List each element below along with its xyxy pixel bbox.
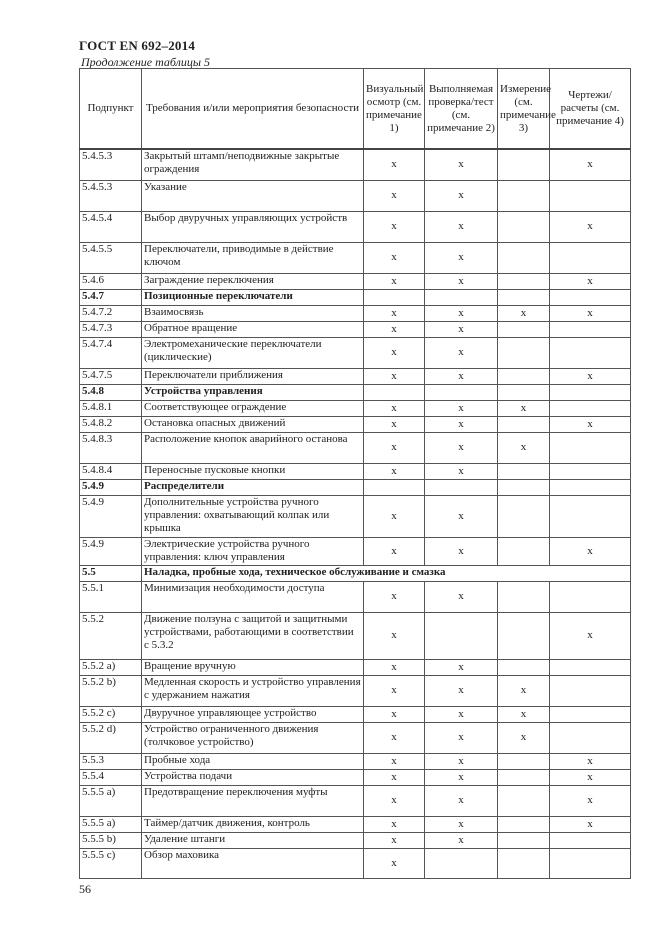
measurement-cell <box>498 211 550 242</box>
functional-test-cell: x <box>425 832 498 848</box>
requirement-cell: Устройства управления <box>142 384 364 400</box>
functional-test-cell: x <box>425 675 498 706</box>
subclause-cell: 5.5.5 b) <box>80 832 142 848</box>
functional-test-cell: x <box>425 785 498 816</box>
subclause-cell: 5.5.2 d) <box>80 722 142 753</box>
functional-test-cell: x <box>425 400 498 416</box>
measurement-cell <box>498 463 550 479</box>
section-row <box>80 479 631 495</box>
drawings-calculations-cell: x <box>550 305 631 321</box>
measurement-cell <box>498 321 550 337</box>
subclause-cell: 5.5.5 c) <box>80 848 142 878</box>
measurement-cell <box>498 848 550 878</box>
table-row <box>80 305 631 321</box>
subclause-cell: 5.4.9 <box>80 479 142 495</box>
functional-test-cell: x <box>425 416 498 432</box>
drawings-calculations-cell <box>550 384 631 400</box>
table-row <box>80 785 631 816</box>
requirement-cell: Закрытый штамп/неподвижные закрытые ограждения <box>142 149 364 180</box>
subclause-cell: 5.4.7.3 <box>80 321 142 337</box>
requirement-cell: Наладка, пробные хода, техническое обслуживание и смазка <box>142 565 631 581</box>
table-row <box>80 848 631 878</box>
table-row <box>80 816 631 832</box>
requirement-cell: Дополнительные устройства ручного управления: охватывающий колпак или крышка <box>142 495 364 537</box>
visual-inspection-cell <box>364 384 425 400</box>
requirement-cell: Взаимосвязь <box>142 305 364 321</box>
visual-inspection-cell: x <box>364 785 425 816</box>
requirement-cell: Позиционные переключатели <box>142 289 364 305</box>
functional-test-cell <box>425 384 498 400</box>
drawings-calculations-cell <box>550 659 631 675</box>
visual-inspection-cell: x <box>364 537 425 565</box>
functional-test-cell: x <box>425 495 498 537</box>
table-header-row <box>80 69 631 150</box>
drawings-calculations-cell <box>550 321 631 337</box>
subclause-cell: 5.5.2 a) <box>80 659 142 675</box>
subclause-cell: 5.5.2 c) <box>80 706 142 722</box>
measurement-cell: x <box>498 400 550 416</box>
table-row <box>80 537 631 565</box>
drawings-calculations-cell: x <box>550 273 631 289</box>
requirement-cell: Расположение кнопок аварийного останова <box>142 432 364 463</box>
subclause-cell: 5.4.5.4 <box>80 211 142 242</box>
drawings-calculations-cell <box>550 832 631 848</box>
col-header-functional-test: Выполняемая проверка/тест (см. примечание 2) <box>425 69 498 150</box>
table-row <box>80 769 631 785</box>
table-row <box>80 416 631 432</box>
subclause-cell: 5.5.2 b) <box>80 675 142 706</box>
table-row <box>80 180 631 211</box>
functional-test-cell: x <box>425 706 498 722</box>
functional-test-cell: x <box>425 368 498 384</box>
visual-inspection-cell: x <box>364 432 425 463</box>
requirement-cell: Движение ползуна с защитой и защитными устройствами, работающими в соответствии с 5.3.2 <box>142 612 364 659</box>
drawings-calculations-cell: x <box>550 612 631 659</box>
document-title: ГОСТ EN 692–2014 <box>79 38 196 53</box>
drawings-calculations-cell: x <box>550 769 631 785</box>
table-row <box>80 463 631 479</box>
requirement-cell: Соответствующее ограждение <box>142 400 364 416</box>
functional-test-cell: x <box>425 537 498 565</box>
subclause-cell: 5.4.8.4 <box>80 463 142 479</box>
table-row <box>80 832 631 848</box>
requirement-cell: Остановка опасных движений <box>142 416 364 432</box>
functional-test-cell: x <box>425 753 498 769</box>
visual-inspection-cell: x <box>364 832 425 848</box>
functional-test-cell: x <box>425 321 498 337</box>
measurement-cell <box>498 495 550 537</box>
col-header-measurement: Измерение (см. примечание 3) <box>498 69 550 150</box>
measurement-cell <box>498 537 550 565</box>
table-row <box>80 659 631 675</box>
requirement-cell: Двуручное управляющее устройство <box>142 706 364 722</box>
measurement-cell: x <box>498 722 550 753</box>
requirement-cell: Электромеханические переключатели (циклические) <box>142 337 364 368</box>
drawings-calculations-cell: x <box>550 785 631 816</box>
measurement-cell <box>498 753 550 769</box>
drawings-calculations-cell <box>550 675 631 706</box>
requirement-cell: Переключатели приближения <box>142 368 364 384</box>
drawings-calculations-cell <box>550 400 631 416</box>
drawings-calculations-cell <box>550 479 631 495</box>
drawings-calculations-cell <box>550 495 631 537</box>
visual-inspection-cell: x <box>364 848 425 878</box>
requirement-cell: Обратное вращение <box>142 321 364 337</box>
visual-inspection-cell: x <box>364 769 425 785</box>
functional-test-cell: x <box>425 180 498 211</box>
requirement-cell: Переключатели, приводимые в действие ключом <box>142 242 364 273</box>
measurement-cell <box>498 368 550 384</box>
subclause-cell: 5.4.7 <box>80 289 142 305</box>
drawings-calculations-cell <box>550 463 631 479</box>
drawings-calculations-cell <box>550 432 631 463</box>
requirement-cell: Обзор маховика <box>142 848 364 878</box>
visual-inspection-cell: x <box>364 242 425 273</box>
visual-inspection-cell: x <box>364 675 425 706</box>
subclause-cell: 5.4.5.3 <box>80 149 142 180</box>
table-row <box>80 337 631 368</box>
table-row <box>80 211 631 242</box>
subclause-cell: 5.5.5 a) <box>80 785 142 816</box>
measurement-cell <box>498 581 550 612</box>
functional-test-cell: x <box>425 149 498 180</box>
subclause-cell: 5.4.8.3 <box>80 432 142 463</box>
measurement-cell: x <box>498 675 550 706</box>
requirement-cell: Удаление штанги <box>142 832 364 848</box>
drawings-calculations-cell: x <box>550 537 631 565</box>
measurement-cell <box>498 289 550 305</box>
measurement-cell: x <box>498 305 550 321</box>
requirement-cell: Предотвращение переключения муфты <box>142 785 364 816</box>
subclause-cell: 5.5.3 <box>80 753 142 769</box>
visual-inspection-cell: x <box>364 816 425 832</box>
table-row <box>80 273 631 289</box>
page-number: 56 <box>79 882 91 896</box>
measurement-cell: x <box>498 432 550 463</box>
drawings-calculations-cell <box>550 706 631 722</box>
functional-test-cell: x <box>425 816 498 832</box>
functional-test-cell: x <box>425 659 498 675</box>
requirement-cell: Выбор двуручных управляющих устройств <box>142 211 364 242</box>
drawings-calculations-cell: x <box>550 416 631 432</box>
drawings-calculations-cell: x <box>550 149 631 180</box>
functional-test-cell: x <box>425 769 498 785</box>
requirement-cell: Электрические устройства ручного управления: ключ управления <box>142 537 364 565</box>
table-row <box>80 706 631 722</box>
col-header-visual-inspection: Визуальный осмотр (см. примечание 1) <box>364 69 425 150</box>
subclause-cell: 5.4.9 <box>80 495 142 537</box>
functional-test-cell: x <box>425 337 498 368</box>
visual-inspection-cell: x <box>364 659 425 675</box>
table-row <box>80 675 631 706</box>
subclause-cell: 5.4.7.4 <box>80 337 142 368</box>
visual-inspection-cell: x <box>364 211 425 242</box>
visual-inspection-cell: x <box>364 337 425 368</box>
drawings-calculations-cell: x <box>550 368 631 384</box>
measurement-cell: x <box>498 706 550 722</box>
subclause-cell: 5.4.5.5 <box>80 242 142 273</box>
visual-inspection-cell: x <box>364 706 425 722</box>
table-row <box>80 432 631 463</box>
col-header-requirements: Требования и/или мероприятия безопасности <box>142 69 364 150</box>
visual-inspection-cell: x <box>364 463 425 479</box>
measurement-cell <box>498 273 550 289</box>
subclause-cell: 5.4.8.2 <box>80 416 142 432</box>
table-row <box>80 722 631 753</box>
requirement-cell: Устройства подачи <box>142 769 364 785</box>
measurement-cell <box>498 384 550 400</box>
functional-test-cell: x <box>425 463 498 479</box>
visual-inspection-cell: x <box>364 722 425 753</box>
requirement-cell: Указание <box>142 180 364 211</box>
table-row <box>80 242 631 273</box>
table-row <box>80 753 631 769</box>
subclause-cell: 5.4.8.1 <box>80 400 142 416</box>
table-body <box>80 149 631 878</box>
visual-inspection-cell: x <box>364 149 425 180</box>
functional-test-cell: x <box>425 722 498 753</box>
table-row <box>80 149 631 180</box>
table-row <box>80 368 631 384</box>
functional-test-cell: x <box>425 305 498 321</box>
subclause-cell: 5.5.1 <box>80 581 142 612</box>
subclause-cell: 5.4.7.5 <box>80 368 142 384</box>
functional-test-cell: x <box>425 242 498 273</box>
subclause-cell: 5.4.8 <box>80 384 142 400</box>
drawings-calculations-cell <box>550 722 631 753</box>
measurement-cell <box>498 337 550 368</box>
functional-test-cell: x <box>425 432 498 463</box>
measurement-cell <box>498 180 550 211</box>
visual-inspection-cell: x <box>364 416 425 432</box>
subclause-cell: 5.4.7.2 <box>80 305 142 321</box>
requirements-table <box>79 68 631 879</box>
measurement-cell <box>498 816 550 832</box>
visual-inspection-cell: x <box>364 368 425 384</box>
measurement-cell <box>498 242 550 273</box>
section-row <box>80 384 631 400</box>
visual-inspection-cell: x <box>364 612 425 659</box>
requirement-cell: Распределители <box>142 479 364 495</box>
subclause-cell: 5.5 <box>80 565 142 581</box>
visual-inspection-cell: x <box>364 753 425 769</box>
table-row <box>80 400 631 416</box>
functional-test-cell: x <box>425 211 498 242</box>
requirement-cell: Заграждение переключения <box>142 273 364 289</box>
visual-inspection-cell: x <box>364 581 425 612</box>
subclause-cell: 5.5.4 <box>80 769 142 785</box>
measurement-cell <box>498 149 550 180</box>
measurement-cell <box>498 785 550 816</box>
visual-inspection-cell <box>364 289 425 305</box>
drawings-calculations-cell: x <box>550 211 631 242</box>
measurement-cell <box>498 769 550 785</box>
drawings-calculations-cell: x <box>550 753 631 769</box>
measurement-cell <box>498 416 550 432</box>
requirement-cell: Переносные пусковые кнопки <box>142 463 364 479</box>
table-row <box>80 321 631 337</box>
requirement-cell: Вращение вручную <box>142 659 364 675</box>
visual-inspection-cell: x <box>364 180 425 211</box>
visual-inspection-cell: x <box>364 305 425 321</box>
table-continuation-caption: Продолжение таблицы 5 <box>81 55 211 69</box>
functional-test-cell <box>425 612 498 659</box>
measurement-cell <box>498 612 550 659</box>
drawings-calculations-cell <box>550 848 631 878</box>
measurement-cell <box>498 479 550 495</box>
drawings-calculations-cell <box>550 289 631 305</box>
subclause-cell: 5.4.6 <box>80 273 142 289</box>
requirement-cell: Таймер/датчик движения, контроль <box>142 816 364 832</box>
col-header-drawings-calculations: Чертежи/расчеты (см. примечание 4) <box>550 69 631 150</box>
requirement-cell: Пробные хода <box>142 753 364 769</box>
functional-test-cell <box>425 848 498 878</box>
col-header-subclause: Подпункт <box>80 69 142 150</box>
drawings-calculations-cell <box>550 180 631 211</box>
visual-inspection-cell: x <box>364 495 425 537</box>
subclause-cell: 5.4.9 <box>80 537 142 565</box>
subclause-cell: 5.4.5.3 <box>80 180 142 211</box>
drawings-calculations-cell <box>550 581 631 612</box>
table-row <box>80 581 631 612</box>
visual-inspection-cell: x <box>364 321 425 337</box>
section-row <box>80 565 631 581</box>
table-row <box>80 612 631 659</box>
requirement-cell: Минимизация необходимости доступа <box>142 581 364 612</box>
functional-test-cell <box>425 479 498 495</box>
requirement-cell: Медленная скорость и устройство управления с удержанием нажатия <box>142 675 364 706</box>
drawings-calculations-cell <box>550 242 631 273</box>
measurement-cell <box>498 832 550 848</box>
subclause-cell: 5.5.5 a) <box>80 816 142 832</box>
visual-inspection-cell: x <box>364 400 425 416</box>
section-row <box>80 289 631 305</box>
drawings-calculations-cell: x <box>550 816 631 832</box>
requirement-cell: Устройство ограниченного движения (толчковое устройство) <box>142 722 364 753</box>
table-row <box>80 495 631 537</box>
visual-inspection-cell: x <box>364 273 425 289</box>
functional-test-cell: x <box>425 273 498 289</box>
measurement-cell <box>498 659 550 675</box>
visual-inspection-cell <box>364 479 425 495</box>
functional-test-cell <box>425 289 498 305</box>
drawings-calculations-cell <box>550 337 631 368</box>
subclause-cell: 5.5.2 <box>80 612 142 659</box>
functional-test-cell: x <box>425 581 498 612</box>
